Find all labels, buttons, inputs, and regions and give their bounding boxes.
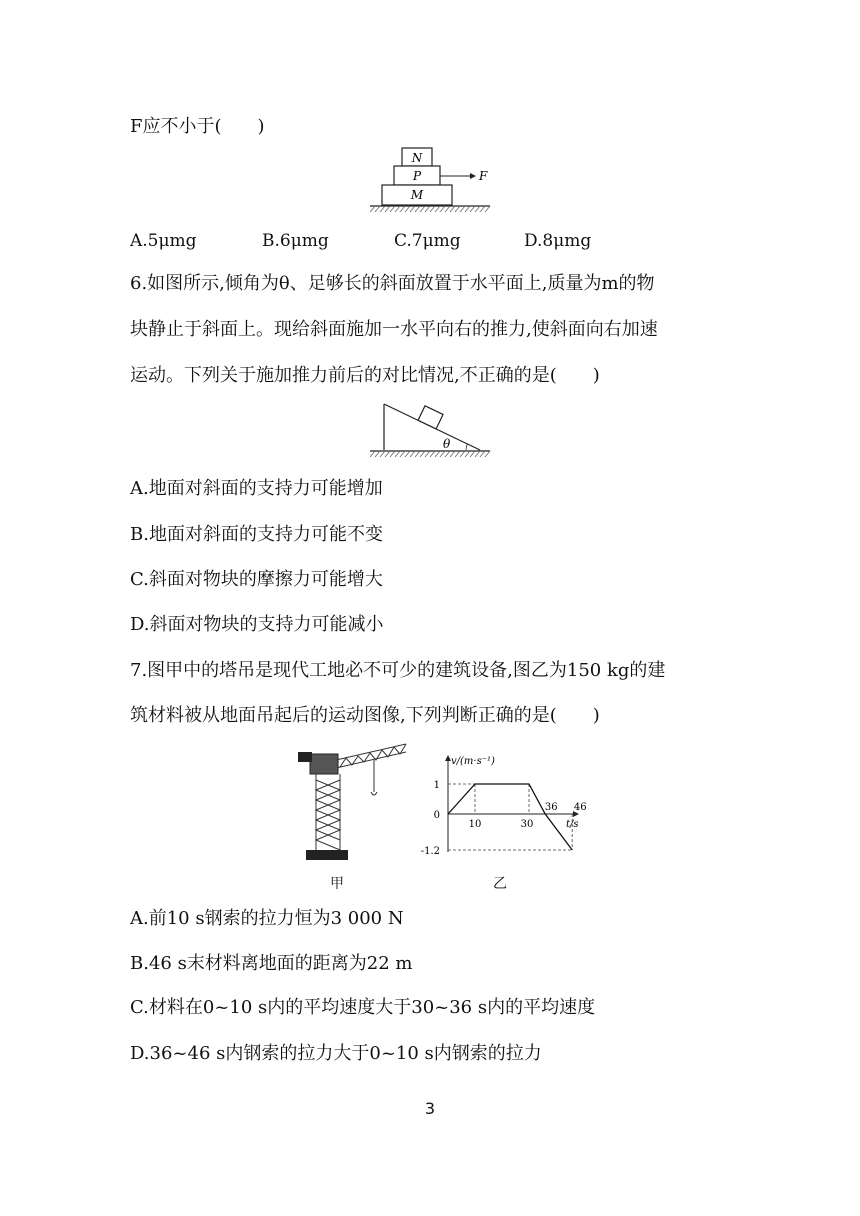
block-p-label: P — [412, 169, 422, 183]
block-m-label: M — [410, 188, 424, 202]
velocity-series — [448, 784, 572, 850]
q6-option-d[interactable]: D.斜面对物块的支持力可能减小 — [130, 614, 384, 635]
force-arrowhead — [470, 173, 476, 179]
force-label: F — [479, 169, 488, 183]
incline-ground-hatch — [370, 451, 490, 457]
angle-label: θ — [443, 437, 451, 451]
x-tick-10: 10 — [468, 819, 482, 830]
q7-option-a[interactable]: A.前10 s钢索的拉力恒为3 000 N — [130, 908, 404, 929]
page-number: 3 — [424, 1099, 436, 1118]
q6-option-b[interactable]: B.地面对斜面的支持力可能不变 — [130, 524, 383, 545]
y-tick-1: 1 — [433, 780, 440, 791]
x-axis-label: t/s — [566, 819, 579, 830]
tower-crane-figure — [296, 740, 408, 866]
q7-stem-line-1: 7.图甲中的塔吊是现代工地必不可少的建筑设备,图乙为150 kg的建 — [130, 660, 666, 681]
caption-yi: 乙 — [493, 876, 507, 892]
q7-option-b[interactable]: B.46 s末材料离地面的距离为22 m — [130, 953, 413, 974]
incline-block — [418, 406, 443, 429]
crane-base — [306, 850, 348, 860]
q6-stem-line-1: 6.如图所示,倾角为θ、足够长的斜面放置于水平面上,质量为m的物 — [130, 273, 655, 294]
q7-stem-line-2: 筑材料被从地面吊起后的运动图像,下列判断正确的是( ) — [130, 705, 600, 726]
q6-option-a[interactable]: A.地面对斜面的支持力可能增加 — [130, 478, 383, 499]
q5-option-b[interactable]: B.6μmg — [262, 231, 329, 251]
q5-option-d[interactable]: D.8μmg — [524, 231, 592, 251]
q7-option-c[interactable]: C.材料在0~10 s内的平均速度大于30~36 s内的平均速度 — [130, 997, 596, 1018]
caption-jia: 甲 — [330, 876, 344, 892]
ground-hatch — [370, 206, 490, 212]
q6-stem-line-3: 运动。下列关于施加推力前后的对比情况,不正确的是( ) — [130, 365, 600, 386]
q6-incline-figure — [370, 402, 495, 462]
y-tick-neg: -1.2 — [420, 846, 440, 857]
block-n-label: N — [411, 151, 423, 165]
q6-option-c[interactable]: C.斜面对物块的摩擦力可能增大 — [130, 569, 383, 590]
velocity-time-graph — [418, 752, 598, 862]
y-tick-0: 0 — [433, 810, 440, 821]
q6-stem-line-2: 块静止于斜面上。现给斜面施加一水平向右的推力,使斜面向右加速 — [130, 319, 658, 340]
q5-option-c[interactable]: C.7μmg — [394, 231, 461, 251]
x-tick-46: 46 — [573, 802, 587, 813]
q5-blocks-figure — [370, 146, 495, 218]
q5-option-a[interactable]: A.5μmg — [130, 231, 197, 251]
q5-stem-tail: F应不小于( ) — [130, 116, 265, 137]
x-tick-36: 36 — [544, 802, 558, 813]
x-tick-30: 30 — [520, 819, 534, 830]
angle-arc — [466, 444, 468, 450]
crane-cab — [310, 754, 338, 774]
y-axis-label: v/(m·s⁻¹) — [451, 756, 495, 767]
q7-option-d[interactable]: D.36~46 s内钢索的拉力大于0~10 s内钢索的拉力 — [130, 1043, 542, 1064]
